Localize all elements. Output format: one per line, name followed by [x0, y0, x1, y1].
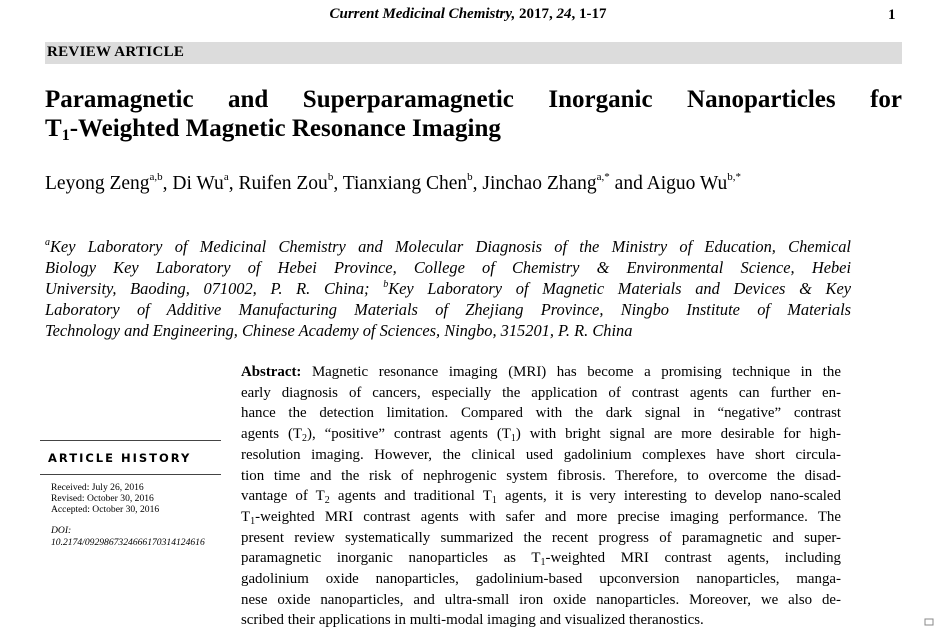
abstract-line: paramagnetic inorganic nanoparticles as $T_1$-weighted MRI contrast agents, including [241, 550, 841, 569]
affiliation-line: $^a$Key Laboratory of Medicinal Chemistry and Molecular Diagnosis of the Ministry of Education, Chemical [45, 237, 851, 256]
title-line-2: $T_1$-Weighted Magnetic Resonance Imaging [45, 115, 501, 144]
abstract-line: nese oxide nanoparticles, and ultra-small iron oxide nanoparticles. Moreover, we also de- [241, 591, 841, 608]
running-header [0, 6, 936, 23]
article-history-heading: ARTICLE HISTORY [48, 451, 192, 465]
article-type-banner [45, 42, 902, 64]
doi-link[interactable]: 10.2174/0929867324666170314124616 [51, 537, 205, 548]
journal-pages: , 1-17 [571, 6, 607, 22]
author-name: Di Wu [172, 173, 224, 194]
abstract-line: vantage of $T_2$ agents and traditional $T_1$ agents, it is very interesting to develop nano-scaled [241, 488, 841, 507]
journal-year: 2017, [515, 6, 557, 22]
article-title [45, 85, 902, 143]
abstract-line: agents $(T_2)$, “positive” contrast agents $(T_1)$ with bright signal are more desirable for high- [241, 426, 841, 445]
received-date: Received: July 26, 2016 [51, 482, 144, 493]
doi-label: DOI: [51, 525, 72, 536]
author-name: Aiguo Wu [646, 173, 728, 194]
abstract-line: early diagnosis of cancers, especially the application of contrast agents can further en- [241, 384, 841, 401]
affiliation-line: Biology Key Laboratory of Hebei Province, College of Chemistry & Environmental Science, Hebei [45, 258, 851, 277]
abstract-label: Abstract: [241, 364, 302, 380]
abstract-line: present review systematically summarized the recent progress of paramagnetic and super- [241, 529, 841, 546]
accepted-date: Accepted: October 30, 2016 [51, 504, 160, 515]
author-list: Leyong Zeng$^{a,b}$, Di Wu$^a$, Ruifen Zou$^b$, Tianxiang Chen$^b$, Jinchao Zhang$^{a,*}$ and Aiguo $Wu^{b,*}$ [45, 171, 742, 194]
author-name: Jinchao Zhang [482, 173, 597, 194]
abstract-line: $T_1$-weighted MRI contrast agents with safer and more precise imaging performance. The [241, 508, 841, 527]
article-history-dates [51, 482, 159, 515]
author-affil-sup: b [467, 171, 473, 183]
abstract-line: gadolinium oxide nanoparticles, gadolinium-based upconversion nanoparticles, manga- [241, 571, 841, 588]
abstract-line: Abstract: Magnetic resonance imaging (MRI) has become a promising technique in the [241, 364, 841, 380]
affiliation-line: Technology and Engineering, Chinese Academy of Sciences, Ningbo, 315201, P. R. China [45, 321, 633, 340]
abstract [241, 362, 841, 631]
author-name: Leyong Zeng [45, 173, 150, 194]
corner-mark-icon [924, 618, 934, 626]
author-name: Tianxiang Chen [342, 173, 468, 194]
affiliation-line: University, Baoding, 071002, P. R. China; $^b$Key Laboratory of Magnetic Materials and Devices & Key [45, 279, 852, 298]
article-type-label: REVIEW ARTICLE [47, 44, 185, 60]
author-affil-sup: a [223, 171, 229, 183]
journal-volume: 24 [556, 6, 572, 22]
abstract-line: resolution imaging. However, the clinical used gadolinium complexes have short circula- [241, 446, 841, 463]
affiliation-line: Laboratory of Additive Manufacturing Materials of Zhejiang Province, Ningbo Institute of Materials [45, 300, 851, 319]
journal-name: Current Medicinal Chemistry, [329, 6, 516, 22]
history-divider-top [40, 440, 221, 441]
abstract-line: scribed their applications in multi-modal imaging and visualized theranostics. [241, 612, 704, 629]
abstract-line: hance the detection limitation. Compared with the dark signal in “negative” contrast [241, 405, 841, 422]
author-affil-sup: b,* [727, 171, 742, 183]
author-affil-sup: b [327, 171, 334, 183]
history-divider-bottom [40, 474, 221, 475]
affiliations [45, 236, 851, 341]
page-number: 1 [888, 7, 896, 23]
author-affil-sup: a,* [596, 171, 610, 183]
author-name: Ruifen Zou [238, 173, 328, 194]
author-affil-sup: a,b [149, 171, 163, 183]
abstract-line: tion time and the risk of nephrogenic system fibrosis. Therefore, to overcome the disad- [241, 467, 841, 484]
title-line-1: Paramagnetic and Superparamagnetic Inorganic Nanoparticles for [45, 86, 902, 113]
revised-date: Revised: October 30, 2016 [51, 493, 154, 504]
